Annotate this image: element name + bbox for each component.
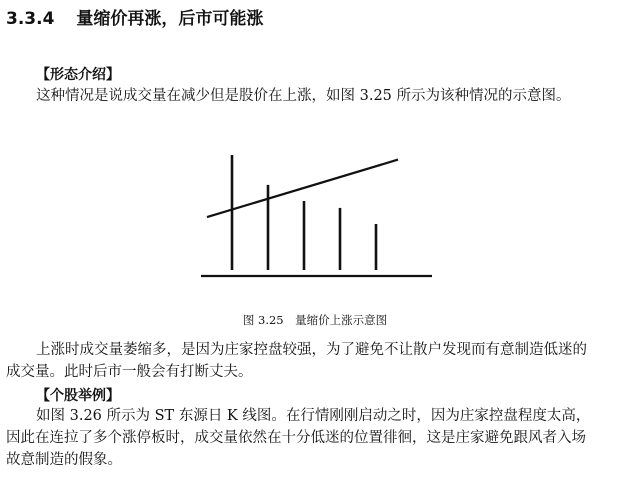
form-intro-label: 【形态介绍】 (36, 67, 120, 83)
section-number: 3.3.4 (6, 9, 55, 29)
example-line-1: 如图 3.26 所示为 ST 东源日 K 线图。在行情刚刚启动之时，因为庄家控盘程度太高， (36, 408, 591, 424)
figure-caption: 图 3.25 量缩价上涨示意图 (242, 313, 388, 327)
explanation-line-1: 上涨时成交量萎缩多，是因为庄家控盘较强，为了避免不让散户发现而有意制造低迷的 (36, 342, 587, 358)
section-title: 量缩价再涨，后市可能涨 (76, 9, 264, 29)
example-line-3: 故意制造的假象。 (6, 452, 122, 468)
intro-paragraph: 这种情况是说成交量在减少但是股价在上涨，如图 3.25 所示为该种情况的示意图。 (36, 88, 571, 104)
price-trend-line (207, 160, 398, 218)
stock-example-label: 【个股举例】 (36, 388, 120, 404)
explanation-line-2: 成交量。此时后市一般会有打断丈夫。 (6, 364, 253, 380)
example-line-2: 因此在连拉了多个涨停板时，成交量依然在十分低迷的位置徘徊，这是庄家避免跟风者入场 (6, 430, 586, 446)
